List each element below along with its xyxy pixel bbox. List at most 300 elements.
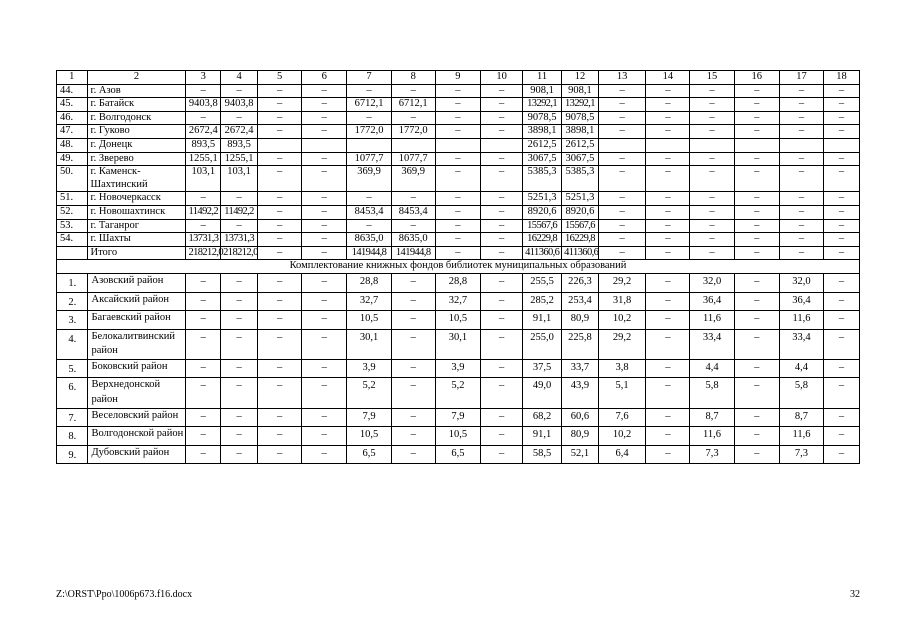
cell: 3898,1 [562, 125, 599, 139]
cell: – [824, 152, 860, 166]
row-name: Азовский район [87, 273, 186, 292]
cell: – [598, 111, 645, 125]
cell: 11,6 [779, 427, 823, 446]
cell: – [221, 445, 258, 464]
cell: – [221, 111, 258, 125]
cell: – [302, 427, 347, 446]
cell: 80,9 [562, 427, 599, 446]
cell: – [391, 359, 435, 378]
table-row [57, 98, 860, 112]
cell: 33,7 [562, 359, 599, 378]
cell: 285,2 [523, 292, 562, 311]
row-name: г. Батайск [87, 98, 186, 112]
cell: 4,4 [690, 359, 734, 378]
row-name: г. Гуково [87, 125, 186, 139]
cell: – [824, 246, 860, 260]
cell: – [435, 125, 480, 139]
cell: 253,4 [562, 292, 599, 311]
row-name: Дубовский район [87, 445, 186, 464]
cell: – [598, 125, 645, 139]
cell: – [824, 408, 860, 427]
cell: – [481, 98, 523, 112]
cell: 13292,1 [523, 98, 562, 112]
cell: – [257, 311, 301, 330]
cell: – [186, 427, 221, 446]
cell: – [302, 246, 347, 260]
cell: 5251,3 [523, 192, 562, 206]
cell: – [347, 219, 391, 233]
cell: 6712,1 [347, 98, 391, 112]
cell: – [302, 111, 347, 125]
column-number: 8 [391, 71, 435, 85]
column-number: 10 [481, 71, 523, 85]
cell: – [646, 166, 690, 192]
cell: – [734, 311, 779, 330]
cell: – [734, 408, 779, 427]
cell: – [481, 427, 523, 446]
cell: 29,2 [598, 273, 645, 292]
cell: – [646, 292, 690, 311]
cell: – [302, 445, 347, 464]
column-number: 2 [87, 71, 186, 85]
cell: 6,4 [598, 445, 645, 464]
cell: 3067,5 [523, 152, 562, 166]
cell: 3898,1 [523, 125, 562, 139]
cell [391, 138, 435, 152]
cell: – [391, 273, 435, 292]
cell: – [824, 329, 860, 359]
column-number: 17 [779, 71, 823, 85]
cell: – [824, 192, 860, 206]
cell: 10,5 [435, 311, 480, 330]
cell: 5,8 [690, 378, 734, 408]
cell: 2612,5 [562, 138, 599, 152]
cell: – [824, 427, 860, 446]
column-number: 5 [257, 71, 301, 85]
cell: 11,6 [779, 311, 823, 330]
column-number: 16 [734, 71, 779, 85]
cell: 2672,4 [186, 125, 221, 139]
cell: – [391, 111, 435, 125]
row-number: 5. [57, 359, 88, 378]
cell: – [221, 408, 258, 427]
cell: 58,5 [523, 445, 562, 464]
cell: 10,2 [598, 311, 645, 330]
cell: – [690, 166, 734, 192]
cell: – [646, 273, 690, 292]
cell: 1772,0 [391, 125, 435, 139]
cell: – [481, 292, 523, 311]
cell: – [257, 125, 301, 139]
cell: 10,2 [598, 427, 645, 446]
cell: – [646, 427, 690, 446]
cell: – [824, 98, 860, 112]
cell: – [391, 311, 435, 330]
cell: – [186, 273, 221, 292]
cell: – [186, 329, 221, 359]
cell: – [302, 408, 347, 427]
cell: – [481, 329, 523, 359]
cell: – [257, 329, 301, 359]
cell: 8,7 [779, 408, 823, 427]
cell: – [481, 408, 523, 427]
cell: – [481, 152, 523, 166]
cell: 36,4 [779, 292, 823, 311]
cell: – [391, 329, 435, 359]
cell: – [302, 192, 347, 206]
cell: – [690, 205, 734, 219]
cell: – [690, 233, 734, 247]
cell: 2672,4 [221, 125, 258, 139]
cell: 30,1 [435, 329, 480, 359]
cell: – [257, 111, 301, 125]
cell: 9078,5 [523, 111, 562, 125]
section-row [57, 260, 860, 274]
cell [779, 138, 823, 152]
cell: – [302, 84, 347, 98]
cell: – [824, 311, 860, 330]
cell: – [646, 152, 690, 166]
cell: – [690, 125, 734, 139]
cell: 6,5 [435, 445, 480, 464]
cell: – [186, 219, 221, 233]
cell: – [257, 378, 301, 408]
cell: 30,1 [347, 329, 391, 359]
cell: – [734, 192, 779, 206]
column-number: 7 [347, 71, 391, 85]
cell: – [481, 111, 523, 125]
table-row [57, 378, 860, 408]
cell: – [257, 445, 301, 464]
row-name: Итого [87, 246, 186, 260]
cell: 3067,5 [562, 152, 599, 166]
cell: – [646, 111, 690, 125]
cell: – [391, 408, 435, 427]
row-name: Верхнедонской район [87, 378, 186, 408]
cell: – [734, 292, 779, 311]
cell: – [690, 219, 734, 233]
cell: – [646, 408, 690, 427]
cell: – [734, 273, 779, 292]
cell: – [734, 329, 779, 359]
cell: 10,5 [435, 427, 480, 446]
row-name: г. Новочеркасск [87, 192, 186, 206]
table-row [57, 246, 860, 260]
cell: – [221, 84, 258, 98]
cell: 80,9 [562, 311, 599, 330]
row-name: г. Шахты [87, 233, 186, 247]
cell: – [481, 246, 523, 260]
cell: – [734, 125, 779, 139]
row-number: 46. [57, 111, 88, 125]
cell: 13731,3 [186, 233, 221, 247]
cell: – [186, 378, 221, 408]
cell: – [646, 98, 690, 112]
cell: – [481, 192, 523, 206]
cell: – [481, 84, 523, 98]
cell: 369,9 [347, 166, 391, 192]
table-row [57, 427, 860, 446]
cell: – [435, 233, 480, 247]
cell: 9403,8 [186, 98, 221, 112]
row-number: 45. [57, 98, 88, 112]
cell: 33,4 [690, 329, 734, 359]
cell: – [824, 292, 860, 311]
cell: – [391, 192, 435, 206]
cell: 9078,5 [562, 111, 599, 125]
cell [824, 138, 860, 152]
cell: 411360,6 [562, 246, 599, 260]
row-number: 1. [57, 273, 88, 292]
cell: – [391, 219, 435, 233]
cell: – [824, 205, 860, 219]
cell: 218212,0 [186, 246, 221, 260]
cell: 8453,4 [347, 205, 391, 219]
cell: – [391, 378, 435, 408]
cell: – [779, 125, 823, 139]
cell: 13731,3 [221, 233, 258, 247]
cell: 16229,8 [562, 233, 599, 247]
cell: – [779, 233, 823, 247]
cell: 226,3 [562, 273, 599, 292]
footer-file-path: Z:\ORST\Ppo\1006p673.f16.docx [56, 589, 193, 600]
cell: – [257, 219, 301, 233]
column-number: 1 [57, 71, 88, 85]
cell: – [257, 233, 301, 247]
cell: – [598, 219, 645, 233]
cell: – [435, 219, 480, 233]
cell [646, 138, 690, 152]
cell: – [186, 408, 221, 427]
cell: 31,8 [598, 292, 645, 311]
cell: – [481, 378, 523, 408]
cell: – [257, 192, 301, 206]
cell: – [824, 125, 860, 139]
cell: 5385,3 [562, 166, 599, 192]
cell: 11492,2 [221, 205, 258, 219]
cell: 36,4 [690, 292, 734, 311]
cell: – [302, 98, 347, 112]
cell: – [690, 152, 734, 166]
cell: – [646, 125, 690, 139]
cell: – [302, 311, 347, 330]
cell: – [734, 445, 779, 464]
cell: 893,5 [221, 138, 258, 152]
cell: 15567,6 [562, 219, 599, 233]
cell: 225,8 [562, 329, 599, 359]
cell: – [257, 246, 301, 260]
cell: 11,6 [690, 427, 734, 446]
cell: 37,5 [523, 359, 562, 378]
row-name: г. Волгодонск [87, 111, 186, 125]
cell: – [646, 205, 690, 219]
cell: – [734, 233, 779, 247]
cell: – [221, 311, 258, 330]
cell: – [598, 246, 645, 260]
cell: – [435, 152, 480, 166]
cell: – [646, 329, 690, 359]
cell: 3,9 [435, 359, 480, 378]
cell [435, 138, 480, 152]
cell: 68,2 [523, 408, 562, 427]
cell: 1255,1 [186, 152, 221, 166]
cell [347, 138, 391, 152]
cell: 49,0 [523, 378, 562, 408]
cell: 4,4 [779, 359, 823, 378]
cell: – [734, 111, 779, 125]
cell: – [598, 166, 645, 192]
cell: – [824, 166, 860, 192]
cell: – [690, 98, 734, 112]
row-name: Веселовский район [87, 408, 186, 427]
cell: – [302, 233, 347, 247]
cell: – [391, 84, 435, 98]
table-row [57, 219, 860, 233]
column-number: 12 [562, 71, 599, 85]
cell: – [824, 359, 860, 378]
cell: – [435, 205, 480, 219]
cell [302, 138, 347, 152]
table-row [57, 329, 860, 359]
column-number: 15 [690, 71, 734, 85]
cell: – [481, 219, 523, 233]
row-name: Боковский район [87, 359, 186, 378]
row-name: г. Каменск-Шахтинский [87, 166, 186, 192]
cell: 32,7 [435, 292, 480, 311]
cell: 3,9 [347, 359, 391, 378]
cell: 5,2 [347, 378, 391, 408]
cell: 5,1 [598, 378, 645, 408]
column-number: 14 [646, 71, 690, 85]
row-number: 54. [57, 233, 88, 247]
cell: – [734, 219, 779, 233]
cell: – [824, 219, 860, 233]
cell: 32,7 [347, 292, 391, 311]
cell: – [481, 311, 523, 330]
cell: – [302, 152, 347, 166]
cell: 255,5 [523, 273, 562, 292]
cell: – [481, 359, 523, 378]
cell: – [779, 192, 823, 206]
cell: 908,1 [562, 84, 599, 98]
row-number: 8. [57, 427, 88, 446]
table-row [57, 359, 860, 378]
row-number: 52. [57, 205, 88, 219]
cell: – [824, 273, 860, 292]
header-row [57, 71, 860, 85]
cell: 3,8 [598, 359, 645, 378]
cell: 255,0 [523, 329, 562, 359]
column-number: 18 [824, 71, 860, 85]
cell: – [824, 233, 860, 247]
column-number: 13 [598, 71, 645, 85]
row-name: г. Таганрог [87, 219, 186, 233]
cell: – [779, 84, 823, 98]
cell: 15567,6 [523, 219, 562, 233]
cell: 1077,7 [391, 152, 435, 166]
cell: – [481, 273, 523, 292]
table-row [57, 138, 860, 152]
cell: – [734, 84, 779, 98]
cell: – [221, 427, 258, 446]
cell: – [257, 84, 301, 98]
cell: – [257, 408, 301, 427]
cell: 7,3 [779, 445, 823, 464]
cell: – [779, 246, 823, 260]
cell: – [221, 292, 258, 311]
cell: 33,4 [779, 329, 823, 359]
cell: – [257, 166, 301, 192]
cell: – [734, 246, 779, 260]
cell: – [824, 84, 860, 98]
cell: 411360,6 [523, 246, 562, 260]
cell: – [779, 166, 823, 192]
cell: – [347, 192, 391, 206]
cell: – [257, 273, 301, 292]
cell: – [734, 166, 779, 192]
cell: 5,8 [779, 378, 823, 408]
table-row [57, 273, 860, 292]
cell: – [734, 427, 779, 446]
cell: – [779, 152, 823, 166]
cell: 7,9 [347, 408, 391, 427]
cell: 28,8 [435, 273, 480, 292]
cell: – [221, 219, 258, 233]
cell: 369,9 [391, 166, 435, 192]
cell: – [186, 84, 221, 98]
cell: – [257, 205, 301, 219]
cell: 11,6 [690, 311, 734, 330]
cell: 52,1 [562, 445, 599, 464]
cell: – [435, 84, 480, 98]
table-row [57, 408, 860, 427]
table-row [57, 166, 860, 192]
cell: – [824, 378, 860, 408]
cell: – [302, 359, 347, 378]
cell: – [435, 98, 480, 112]
cell: – [646, 378, 690, 408]
cell: 60,6 [562, 408, 599, 427]
cell: – [257, 98, 301, 112]
cell: – [646, 219, 690, 233]
row-name: Багаевский район [87, 311, 186, 330]
cell: – [435, 246, 480, 260]
cell: 10,5 [347, 311, 391, 330]
cell: – [391, 427, 435, 446]
cell: – [646, 84, 690, 98]
cell: 103,1 [186, 166, 221, 192]
cell [481, 138, 523, 152]
cell: – [302, 273, 347, 292]
cell: – [598, 233, 645, 247]
cell: – [221, 273, 258, 292]
row-name: Волгодонской район [87, 427, 186, 446]
cell: – [186, 111, 221, 125]
cell: 91,1 [523, 311, 562, 330]
cell: – [779, 111, 823, 125]
row-number: 47. [57, 125, 88, 139]
table-row [57, 192, 860, 206]
row-number: 53. [57, 219, 88, 233]
cell: – [734, 378, 779, 408]
cell [734, 138, 779, 152]
cell: – [646, 233, 690, 247]
cell: 9403,8 [221, 98, 258, 112]
cell: – [257, 427, 301, 446]
row-name: г. Новошахтинск [87, 205, 186, 219]
column-number: 9 [435, 71, 480, 85]
cell: 8920,6 [523, 205, 562, 219]
